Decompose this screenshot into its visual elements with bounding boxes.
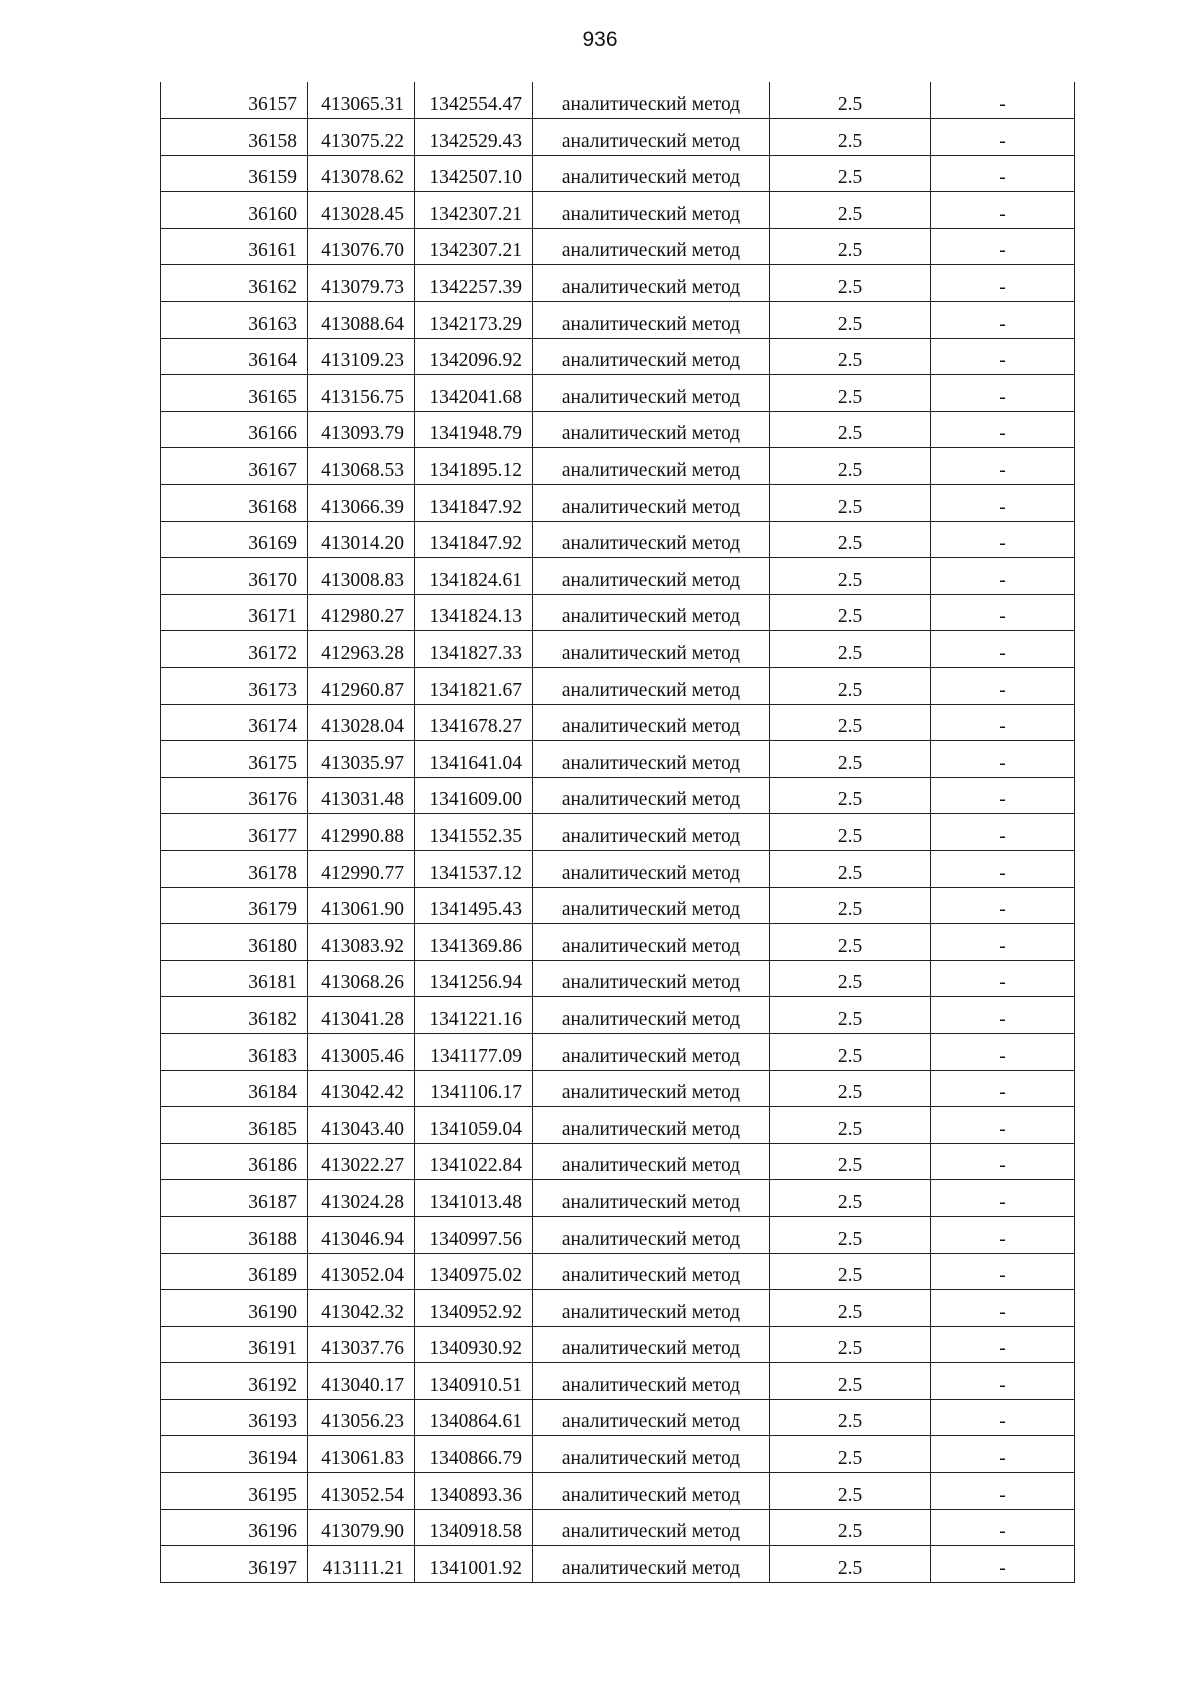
x-coordinate-cell: 412990.88: [308, 814, 415, 851]
accuracy-cell: 2.5: [770, 1180, 931, 1217]
point-number-cell: 36194: [161, 1436, 308, 1473]
description-cell: -: [931, 1436, 1075, 1473]
accuracy-cell: 2.5: [770, 192, 931, 229]
description-cell: -: [931, 558, 1075, 595]
table-row: [161, 155, 1075, 192]
method-cell: аналитический метод: [533, 228, 770, 265]
method-cell: аналитический метод: [533, 192, 770, 229]
description-cell: -: [931, 1107, 1075, 1144]
table-row: [161, 1509, 1075, 1546]
x-coordinate-cell: 413109.23: [308, 338, 415, 375]
accuracy-cell: 2.5: [770, 997, 931, 1034]
y-coordinate-cell: 1342307.21: [415, 228, 533, 265]
y-coordinate-cell: 1341824.61: [415, 558, 533, 595]
method-cell: аналитический метод: [533, 265, 770, 302]
y-coordinate-cell: 1341824.13: [415, 594, 533, 631]
description-cell: -: [931, 814, 1075, 851]
x-coordinate-cell: 413052.04: [308, 1253, 415, 1290]
method-cell: аналитический метод: [533, 1216, 770, 1253]
accuracy-cell: 2.5: [770, 1436, 931, 1473]
table-row: [161, 887, 1075, 924]
accuracy-cell: 2.5: [770, 777, 931, 814]
method-cell: аналитический метод: [533, 375, 770, 412]
y-coordinate-cell: 1341001.92: [415, 1546, 533, 1583]
point-number-cell: 36189: [161, 1253, 308, 1290]
description-cell: -: [931, 1216, 1075, 1253]
point-number-cell: 36188: [161, 1216, 308, 1253]
method-cell: аналитический метод: [533, 302, 770, 339]
point-number-cell: 36175: [161, 741, 308, 778]
table-row: [161, 375, 1075, 412]
x-coordinate-cell: 413008.83: [308, 558, 415, 595]
y-coordinate-cell: 1340866.79: [415, 1436, 533, 1473]
method-cell: аналитический метод: [533, 1070, 770, 1107]
table-row: [161, 1326, 1075, 1363]
y-coordinate-cell: 1342554.47: [415, 82, 533, 119]
table-row: [161, 82, 1075, 119]
description-cell: -: [931, 1509, 1075, 1546]
x-coordinate-cell: 413088.64: [308, 302, 415, 339]
point-number-cell: 36177: [161, 814, 308, 851]
y-coordinate-cell: 1341059.04: [415, 1107, 533, 1144]
method-cell: аналитический метод: [533, 777, 770, 814]
description-cell: -: [931, 228, 1075, 265]
page-number: 936: [582, 28, 618, 51]
method-cell: аналитический метод: [533, 119, 770, 156]
y-coordinate-cell: 1340918.58: [415, 1509, 533, 1546]
description-cell: -: [931, 375, 1075, 412]
y-coordinate-cell: 1341106.17: [415, 1070, 533, 1107]
method-cell: аналитический метод: [533, 668, 770, 705]
method-cell: аналитический метод: [533, 1290, 770, 1327]
table-row: [161, 411, 1075, 448]
point-number-cell: 36171: [161, 594, 308, 631]
table-row: [161, 521, 1075, 558]
description-cell: -: [931, 192, 1075, 229]
point-number-cell: 36161: [161, 228, 308, 265]
y-coordinate-cell: 1341895.12: [415, 448, 533, 485]
table-row: [161, 1033, 1075, 1070]
description-cell: -: [931, 997, 1075, 1034]
method-cell: аналитический метод: [533, 558, 770, 595]
y-coordinate-cell: 1340893.36: [415, 1473, 533, 1510]
point-number-cell: 36186: [161, 1143, 308, 1180]
y-coordinate-cell: 1341177.09: [415, 1033, 533, 1070]
point-number-cell: 36165: [161, 375, 308, 412]
y-coordinate-cell: 1342096.92: [415, 338, 533, 375]
description-cell: -: [931, 1546, 1075, 1583]
table-row: [161, 1473, 1075, 1510]
method-cell: аналитический метод: [533, 485, 770, 522]
description-cell: -: [931, 850, 1075, 887]
accuracy-cell: 2.5: [770, 265, 931, 302]
description-cell: -: [931, 631, 1075, 668]
accuracy-cell: 2.5: [770, 1216, 931, 1253]
x-coordinate-cell: 413066.39: [308, 485, 415, 522]
method-cell: аналитический метод: [533, 741, 770, 778]
method-cell: аналитический метод: [533, 1509, 770, 1546]
table-row: [161, 192, 1075, 229]
accuracy-cell: 2.5: [770, 228, 931, 265]
description-cell: -: [931, 1143, 1075, 1180]
table-row: [161, 1070, 1075, 1107]
description-cell: -: [931, 777, 1075, 814]
accuracy-cell: 2.5: [770, 1363, 931, 1400]
point-number-cell: 36178: [161, 850, 308, 887]
y-coordinate-cell: 1342507.10: [415, 155, 533, 192]
method-cell: аналитический метод: [533, 338, 770, 375]
description-cell: -: [931, 741, 1075, 778]
y-coordinate-cell: 1341256.94: [415, 960, 533, 997]
point-number-cell: 36163: [161, 302, 308, 339]
description-cell: -: [931, 302, 1075, 339]
point-number-cell: 36180: [161, 924, 308, 961]
y-coordinate-cell: 1340952.92: [415, 1290, 533, 1327]
coordinates-table-container: [160, 82, 1074, 1583]
point-number-cell: 36160: [161, 192, 308, 229]
table-row: [161, 1436, 1075, 1473]
point-number-cell: 36197: [161, 1546, 308, 1583]
accuracy-cell: 2.5: [770, 1326, 931, 1363]
description-cell: -: [931, 960, 1075, 997]
table-row: [161, 302, 1075, 339]
point-number-cell: 36196: [161, 1509, 308, 1546]
x-coordinate-cell: 413042.32: [308, 1290, 415, 1327]
y-coordinate-cell: 1341847.92: [415, 485, 533, 522]
x-coordinate-cell: 413046.94: [308, 1216, 415, 1253]
point-number-cell: 36168: [161, 485, 308, 522]
accuracy-cell: 2.5: [770, 485, 931, 522]
description-cell: -: [931, 338, 1075, 375]
method-cell: аналитический метод: [533, 960, 770, 997]
method-cell: аналитический метод: [533, 1107, 770, 1144]
point-number-cell: 36182: [161, 997, 308, 1034]
point-number-cell: 36190: [161, 1290, 308, 1327]
accuracy-cell: 2.5: [770, 1143, 931, 1180]
method-cell: аналитический метод: [533, 1253, 770, 1290]
description-cell: -: [931, 1473, 1075, 1510]
accuracy-cell: 2.5: [770, 1546, 931, 1583]
accuracy-cell: 2.5: [770, 558, 931, 595]
x-coordinate-cell: 413061.90: [308, 887, 415, 924]
accuracy-cell: 2.5: [770, 1290, 931, 1327]
description-cell: -: [931, 1399, 1075, 1436]
method-cell: аналитический метод: [533, 1363, 770, 1400]
coordinates-table-body: [161, 82, 1075, 1582]
point-number-cell: 36166: [161, 411, 308, 448]
x-coordinate-cell: 413028.04: [308, 704, 415, 741]
accuracy-cell: 2.5: [770, 1107, 931, 1144]
point-number-cell: 36164: [161, 338, 308, 375]
y-coordinate-cell: 1341537.12: [415, 850, 533, 887]
y-coordinate-cell: 1341221.16: [415, 997, 533, 1034]
point-number-cell: 36158: [161, 119, 308, 156]
accuracy-cell: 2.5: [770, 668, 931, 705]
y-coordinate-cell: 1342041.68: [415, 375, 533, 412]
accuracy-cell: 2.5: [770, 1070, 931, 1107]
x-coordinate-cell: 413083.92: [308, 924, 415, 961]
y-coordinate-cell: 1342257.39: [415, 265, 533, 302]
x-coordinate-cell: 412990.77: [308, 850, 415, 887]
x-coordinate-cell: 413022.27: [308, 1143, 415, 1180]
point-number-cell: 36185: [161, 1107, 308, 1144]
point-number-cell: 36191: [161, 1326, 308, 1363]
y-coordinate-cell: 1340975.02: [415, 1253, 533, 1290]
y-coordinate-cell: 1341678.27: [415, 704, 533, 741]
accuracy-cell: 2.5: [770, 1033, 931, 1070]
x-coordinate-cell: 413076.70: [308, 228, 415, 265]
x-coordinate-cell: 413042.42: [308, 1070, 415, 1107]
description-cell: -: [931, 1363, 1075, 1400]
accuracy-cell: 2.5: [770, 448, 931, 485]
method-cell: аналитический метод: [533, 594, 770, 631]
description-cell: -: [931, 1180, 1075, 1217]
table-row: [161, 1363, 1075, 1400]
x-coordinate-cell: 413111.21: [308, 1546, 415, 1583]
x-coordinate-cell: 413043.40: [308, 1107, 415, 1144]
accuracy-cell: 2.5: [770, 887, 931, 924]
x-coordinate-cell: 413028.45: [308, 192, 415, 229]
y-coordinate-cell: 1341609.00: [415, 777, 533, 814]
accuracy-cell: 2.5: [770, 521, 931, 558]
coordinates-table: [160, 82, 1075, 1583]
table-row: [161, 741, 1075, 778]
accuracy-cell: 2.5: [770, 338, 931, 375]
y-coordinate-cell: 1340864.61: [415, 1399, 533, 1436]
point-number-cell: 36176: [161, 777, 308, 814]
description-cell: -: [931, 924, 1075, 961]
accuracy-cell: 2.5: [770, 924, 931, 961]
y-coordinate-cell: 1340910.51: [415, 1363, 533, 1400]
accuracy-cell: 2.5: [770, 119, 931, 156]
table-row: [161, 1107, 1075, 1144]
point-number-cell: 36192: [161, 1363, 308, 1400]
point-number-cell: 36162: [161, 265, 308, 302]
table-row: [161, 960, 1075, 997]
method-cell: аналитический метод: [533, 1326, 770, 1363]
table-row: [161, 448, 1075, 485]
x-coordinate-cell: 413068.26: [308, 960, 415, 997]
method-cell: аналитический метод: [533, 814, 770, 851]
description-cell: -: [931, 668, 1075, 705]
method-cell: аналитический метод: [533, 1143, 770, 1180]
description-cell: -: [931, 1070, 1075, 1107]
point-number-cell: 36167: [161, 448, 308, 485]
method-cell: аналитический метод: [533, 1473, 770, 1510]
accuracy-cell: 2.5: [770, 960, 931, 997]
y-coordinate-cell: 1341847.92: [415, 521, 533, 558]
point-number-cell: 36193: [161, 1399, 308, 1436]
table-row: [161, 668, 1075, 705]
method-cell: аналитический метод: [533, 924, 770, 961]
table-row: [161, 1180, 1075, 1217]
table-row: [161, 1290, 1075, 1327]
x-coordinate-cell: 413068.53: [308, 448, 415, 485]
accuracy-cell: 2.5: [770, 594, 931, 631]
x-coordinate-cell: 413056.23: [308, 1399, 415, 1436]
method-cell: аналитический метод: [533, 850, 770, 887]
y-coordinate-cell: 1340930.92: [415, 1326, 533, 1363]
description-cell: -: [931, 594, 1075, 631]
method-cell: аналитический метод: [533, 521, 770, 558]
point-number-cell: 36187: [161, 1180, 308, 1217]
x-coordinate-cell: 413079.73: [308, 265, 415, 302]
description-cell: -: [931, 1253, 1075, 1290]
method-cell: аналитический метод: [533, 1436, 770, 1473]
method-cell: аналитический метод: [533, 448, 770, 485]
accuracy-cell: 2.5: [770, 375, 931, 412]
x-coordinate-cell: 413093.79: [308, 411, 415, 448]
y-coordinate-cell: 1342307.21: [415, 192, 533, 229]
method-cell: аналитический метод: [533, 1180, 770, 1217]
point-number-cell: 36172: [161, 631, 308, 668]
x-coordinate-cell: 413061.83: [308, 1436, 415, 1473]
table-row: [161, 1399, 1075, 1436]
table-row: [161, 558, 1075, 595]
point-number-cell: 36174: [161, 704, 308, 741]
accuracy-cell: 2.5: [770, 302, 931, 339]
method-cell: аналитический метод: [533, 997, 770, 1034]
table-row: [161, 924, 1075, 961]
y-coordinate-cell: 1341948.79: [415, 411, 533, 448]
y-coordinate-cell: 1341552.35: [415, 814, 533, 851]
x-coordinate-cell: 413024.28: [308, 1180, 415, 1217]
description-cell: -: [931, 704, 1075, 741]
point-number-cell: 36183: [161, 1033, 308, 1070]
accuracy-cell: 2.5: [770, 741, 931, 778]
method-cell: аналитический метод: [533, 155, 770, 192]
table-row: [161, 1253, 1075, 1290]
x-coordinate-cell: 413075.22: [308, 119, 415, 156]
description-cell: -: [931, 82, 1075, 119]
y-coordinate-cell: 1342173.29: [415, 302, 533, 339]
accuracy-cell: 2.5: [770, 704, 931, 741]
y-coordinate-cell: 1341495.43: [415, 887, 533, 924]
method-cell: аналитический метод: [533, 1399, 770, 1436]
accuracy-cell: 2.5: [770, 850, 931, 887]
accuracy-cell: 2.5: [770, 1399, 931, 1436]
accuracy-cell: 2.5: [770, 1509, 931, 1546]
accuracy-cell: 2.5: [770, 1473, 931, 1510]
x-coordinate-cell: 413040.17: [308, 1363, 415, 1400]
point-number-cell: 36195: [161, 1473, 308, 1510]
method-cell: аналитический метод: [533, 704, 770, 741]
table-row: [161, 814, 1075, 851]
description-cell: -: [931, 155, 1075, 192]
table-row: [161, 997, 1075, 1034]
table-row: [161, 338, 1075, 375]
description-cell: -: [931, 1290, 1075, 1327]
accuracy-cell: 2.5: [770, 814, 931, 851]
table-row: [161, 594, 1075, 631]
y-coordinate-cell: 1341641.04: [415, 741, 533, 778]
description-cell: -: [931, 265, 1075, 302]
x-coordinate-cell: 413014.20: [308, 521, 415, 558]
method-cell: аналитический метод: [533, 82, 770, 119]
table-row: [161, 631, 1075, 668]
method-cell: аналитический метод: [533, 631, 770, 668]
point-number-cell: 36184: [161, 1070, 308, 1107]
x-coordinate-cell: 413078.62: [308, 155, 415, 192]
y-coordinate-cell: 1342529.43: [415, 119, 533, 156]
x-coordinate-cell: 413156.75: [308, 375, 415, 412]
x-coordinate-cell: 413041.28: [308, 997, 415, 1034]
description-cell: -: [931, 1033, 1075, 1070]
x-coordinate-cell: 412960.87: [308, 668, 415, 705]
y-coordinate-cell: 1341821.67: [415, 668, 533, 705]
method-cell: аналитический метод: [533, 1546, 770, 1583]
table-row: [161, 704, 1075, 741]
method-cell: аналитический метод: [533, 1033, 770, 1070]
accuracy-cell: 2.5: [770, 155, 931, 192]
x-coordinate-cell: 412963.28: [308, 631, 415, 668]
x-coordinate-cell: 413037.76: [308, 1326, 415, 1363]
accuracy-cell: 2.5: [770, 82, 931, 119]
description-cell: -: [931, 411, 1075, 448]
description-cell: -: [931, 119, 1075, 156]
y-coordinate-cell: 1341369.86: [415, 924, 533, 961]
x-coordinate-cell: 413031.48: [308, 777, 415, 814]
x-coordinate-cell: 413052.54: [308, 1473, 415, 1510]
x-coordinate-cell: 412980.27: [308, 594, 415, 631]
table-row: [161, 485, 1075, 522]
point-number-cell: 36159: [161, 155, 308, 192]
y-coordinate-cell: 1341013.48: [415, 1180, 533, 1217]
point-number-cell: 36170: [161, 558, 308, 595]
point-number-cell: 36173: [161, 668, 308, 705]
x-coordinate-cell: 413065.31: [308, 82, 415, 119]
point-number-cell: 36169: [161, 521, 308, 558]
x-coordinate-cell: 413079.90: [308, 1509, 415, 1546]
description-cell: -: [931, 448, 1075, 485]
y-coordinate-cell: 1340997.56: [415, 1216, 533, 1253]
accuracy-cell: 2.5: [770, 1253, 931, 1290]
x-coordinate-cell: 413035.97: [308, 741, 415, 778]
point-number-cell: 36181: [161, 960, 308, 997]
x-coordinate-cell: 413005.46: [308, 1033, 415, 1070]
y-coordinate-cell: 1341022.84: [415, 1143, 533, 1180]
accuracy-cell: 2.5: [770, 631, 931, 668]
table-row: [161, 850, 1075, 887]
description-cell: -: [931, 485, 1075, 522]
point-number-cell: 36179: [161, 887, 308, 924]
method-cell: аналитический метод: [533, 887, 770, 924]
table-row: [161, 777, 1075, 814]
table-row: [161, 1216, 1075, 1253]
description-cell: -: [931, 1326, 1075, 1363]
description-cell: -: [931, 887, 1075, 924]
method-cell: аналитический метод: [533, 411, 770, 448]
y-coordinate-cell: 1341827.33: [415, 631, 533, 668]
table-row: [161, 1143, 1075, 1180]
table-row: [161, 228, 1075, 265]
table-row: [161, 1546, 1075, 1583]
accuracy-cell: 2.5: [770, 411, 931, 448]
table-row: [161, 119, 1075, 156]
table-row: [161, 265, 1075, 302]
point-number-cell: 36157: [161, 82, 308, 119]
description-cell: -: [931, 521, 1075, 558]
